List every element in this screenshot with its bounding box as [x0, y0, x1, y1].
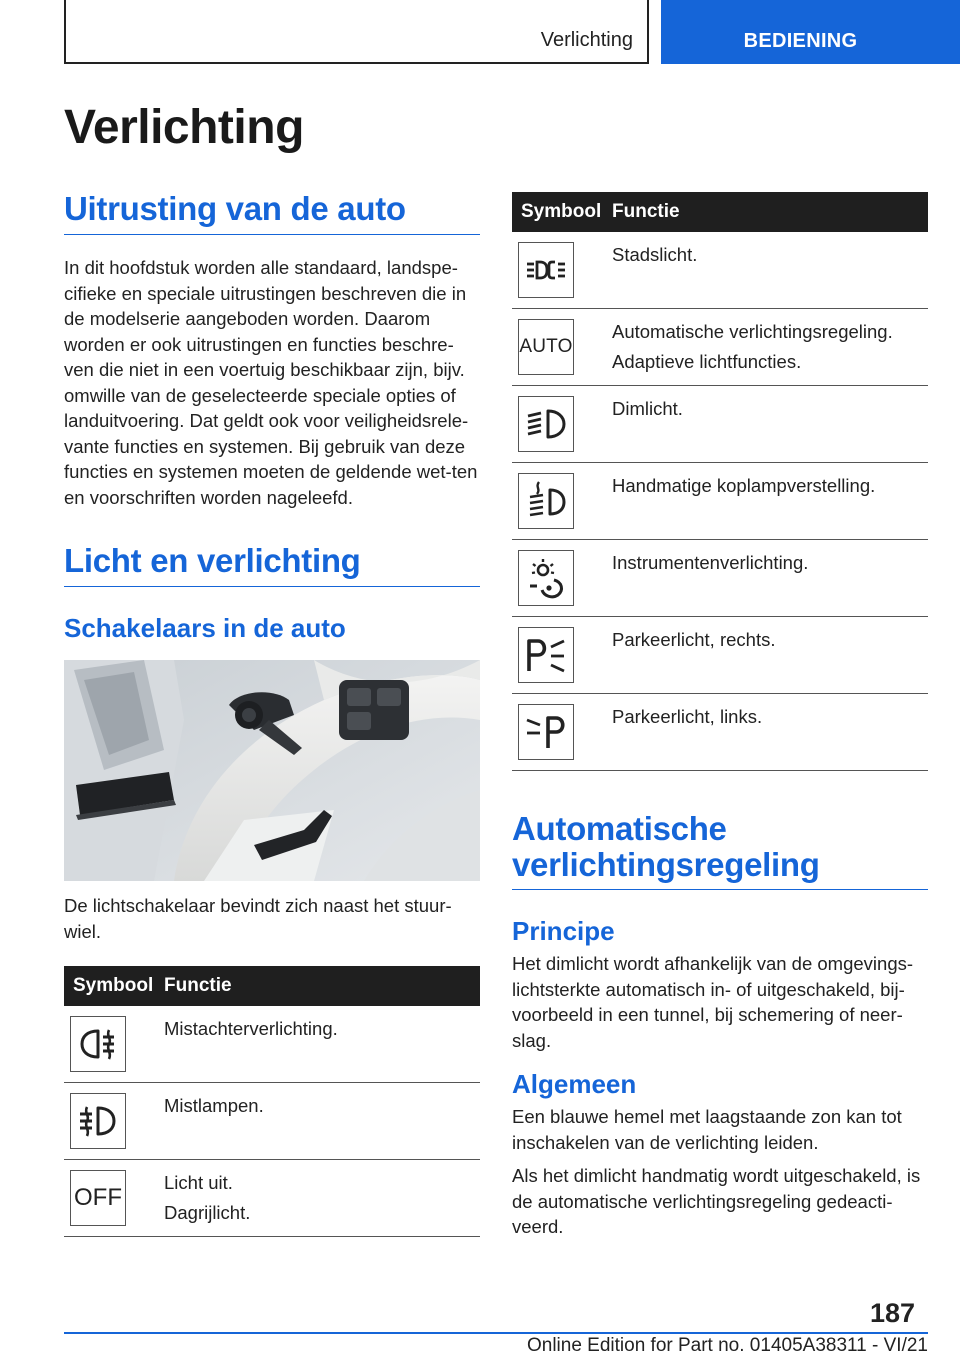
- table-row: [512, 232, 928, 309]
- table-row: [64, 1006, 480, 1083]
- headlight-range-icon: [524, 479, 568, 523]
- table-row: [512, 386, 928, 463]
- function-text: Instrumentenverlichting.: [612, 552, 809, 573]
- auto-text-icon: AUTO: [519, 336, 573, 357]
- rear-fog-light-icon: [76, 1022, 120, 1066]
- left-column: [64, 190, 480, 1237]
- general-heading: Algemeen: [512, 1069, 637, 1099]
- light-switch-photo: [64, 660, 480, 881]
- instrument-lighting-icon: [524, 556, 568, 600]
- column-header-symbol: Symbool: [512, 192, 612, 232]
- symbol-table-right: [512, 192, 928, 771]
- light-switch-photo-drawing: [64, 660, 480, 881]
- symbol-table-left: [64, 966, 480, 1237]
- column-header-symbol: Symbool: [64, 966, 164, 1006]
- auto-control-heading: Automatische verlichtingsregeling: [512, 811, 928, 890]
- function-text: Mistachterverlichting.: [164, 1018, 338, 1039]
- principle-text: Het dimlicht wordt afhankelijk van de omgevings-lichtsterkte automatisch in- of uitgeschakeld, bij-voorbeeld in een tunnel, bij schemering of neer-slag.: [512, 953, 914, 1051]
- header-section-box: [64, 0, 649, 64]
- equipment-text: In dit hoofdstuk worden alle standaard, landspe-cifieke en speciale uitrustingen beschreven die in de modelserie aangeboden worden. Daarom worden er ook uitrustingen en functies beschre-ven die niet in een voertuig beschikbaar zijn, bijv. omwille van de geselecteerde speciale opties of landuitvoering. Dat geldt ook voor veiligheidsrele-vante functies en systemen. Bij gebruik van deze functies en systemen moeten de geldende wet-ten en voorschriften worden nageleefd.: [64, 257, 478, 508]
- parking-light-left-icon: [524, 710, 568, 754]
- page-number: 187: [870, 1298, 916, 1328]
- principle-heading: Principe: [512, 916, 615, 946]
- side-light-icon: [524, 248, 568, 292]
- table-row: [512, 309, 928, 386]
- table-row: [512, 540, 928, 617]
- switches-heading: Schakelaars in de auto: [64, 613, 346, 643]
- table-row: [512, 694, 928, 771]
- function-text: Automatische verlichtingsregeling.: [612, 321, 893, 342]
- parking-light-right-icon: [524, 633, 568, 677]
- function-text: Licht uit.: [164, 1172, 233, 1193]
- table-row: [64, 1160, 480, 1237]
- table-row: [64, 1083, 480, 1160]
- table-row: [512, 617, 928, 694]
- off-text-icon: OFF: [74, 1184, 122, 1211]
- header-section-label: Verlichting: [540, 29, 633, 51]
- photo-caption: De lichtschakelaar bevindt zich naast het stuur-wiel.: [64, 895, 452, 942]
- column-header-function: Functie: [612, 192, 928, 232]
- footer-edition: Online Edition for Part no. 01405A38311 - VI/21: [526, 1335, 928, 1356]
- header-chapter-tab: [661, 0, 960, 64]
- column-header-function: Functie: [164, 966, 480, 1006]
- right-column: [512, 192, 928, 1240]
- function-text: Mistlampen.: [164, 1095, 264, 1116]
- function-text: Dagrijlicht.: [164, 1202, 251, 1223]
- function-text: Parkeerlicht, rechts.: [612, 629, 776, 650]
- function-text: Handmatige koplampverstelling.: [612, 475, 876, 496]
- function-text: Adaptieve lichtfuncties.: [612, 351, 802, 372]
- general-text-2: Als het dimlicht handmatig wordt uitgeschakeld, is de automatische verlichtingsregeling gedeacti-veerd.: [512, 1165, 921, 1237]
- page-title: Verlichting: [64, 101, 304, 154]
- lights-heading: Licht en verlichting: [64, 542, 480, 587]
- footer-divider: [64, 1332, 928, 1334]
- function-text: Dimlicht.: [612, 398, 683, 419]
- front-fog-light-icon: [76, 1099, 120, 1143]
- general-text-1: Een blauwe hemel met laagstaande zon kan tot inschakelen van de verlichting leiden.: [512, 1106, 902, 1153]
- equipment-heading: Uitrusting van de auto: [64, 190, 480, 235]
- header-chapter-label: BEDIENING: [743, 30, 858, 52]
- low-beam-icon: [524, 402, 568, 446]
- table-row: [512, 463, 928, 540]
- function-text: Parkeerlicht, links.: [612, 706, 763, 727]
- function-text: Stadslicht.: [612, 244, 698, 265]
